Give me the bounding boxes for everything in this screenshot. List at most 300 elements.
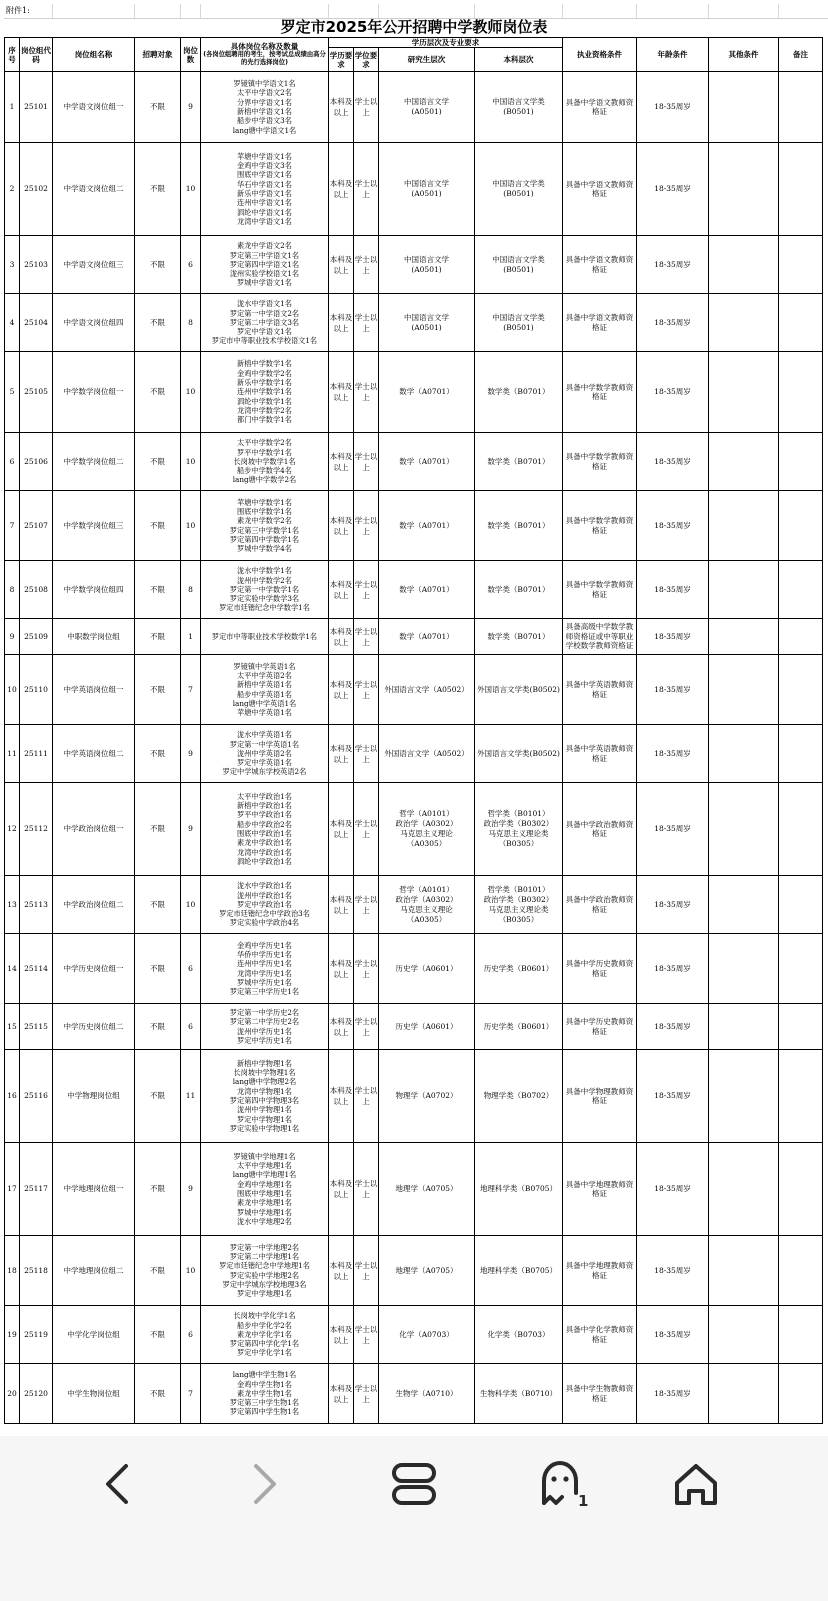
cell-group: 中学英语岗位组一: [53, 655, 135, 725]
cell-degree: 学士以上: [354, 876, 379, 934]
cell-cert: 具备中学数学教师资格证: [563, 352, 637, 433]
cell-posts-line: 罗定第四中学化学1名: [229, 1339, 300, 1349]
cell-posts-line: 龙湾中学政治1名: [237, 847, 292, 857]
cell-no: 3: [5, 236, 20, 294]
cell-count: 1: [181, 619, 201, 655]
cell-age: 18-35周岁: [637, 783, 709, 876]
cell-group: 中学物理岗位组: [53, 1050, 135, 1143]
cell-posts-line: 素龙中学政治1名: [237, 838, 292, 848]
cell-target: 不限: [135, 1050, 181, 1143]
cell-posts-line: 罗城中学语文1名: [237, 278, 292, 288]
cell-grad-line: 生物学（A0710）: [395, 1388, 458, 1398]
cell-other: [709, 561, 779, 619]
cell-remark: [779, 1364, 823, 1424]
cell-posts-line: 龙湾中学数学2名: [237, 405, 292, 415]
cell-posts: [201, 619, 329, 655]
cell-count: 10: [181, 491, 201, 561]
cell-age: 18-35周岁: [637, 725, 709, 783]
cell-grad-line: 地理学（A0705）: [395, 1184, 458, 1193]
cell-undergrad-line: 马克思主义理论类: [488, 904, 549, 914]
cell-grad-line: 哲学（A0101）: [399, 809, 454, 818]
tabs-button[interactable]: [374, 1454, 454, 1514]
cell-posts-line: 罗定中学城东学校英语2名: [222, 767, 307, 777]
cell-age: 18-35周岁: [637, 655, 709, 725]
cell-grad-line: 中国语言文学: [404, 312, 449, 322]
cell-other: [709, 294, 779, 352]
header-group: 岗位组名称: [53, 38, 135, 72]
cell-posts-line: 罗定第四中学生物1名: [229, 1407, 300, 1417]
cell-undergrad-line: 中国语言文学类: [492, 97, 545, 106]
cell-count: 9: [181, 783, 201, 876]
cell-edu: 本科及以上: [329, 876, 354, 934]
cell-grad-line: 历史学（A0601）: [395, 1021, 458, 1031]
table-row: [5, 783, 823, 876]
cell-target: 不限: [135, 491, 181, 561]
cell-posts-line: 泷水中学语文1名: [237, 299, 292, 309]
cell-grad-line: 外国语言文学（A0502）: [384, 748, 469, 758]
cell-group: 中学地理岗位组二: [53, 1236, 135, 1306]
cell-posts-line: 罗定市廷锴纪念中学数学1名: [219, 603, 310, 613]
cell-count: 6: [181, 934, 201, 1004]
cell-other: [709, 876, 779, 934]
cell-target: 不限: [135, 725, 181, 783]
cell-code: 25108: [20, 561, 53, 619]
cell-other: [709, 1050, 779, 1143]
cell-posts-line: 龙湾中学语文1名: [237, 216, 292, 226]
header-undergrad: 本科层次: [475, 48, 563, 72]
cell-edu: 本科及以上: [329, 1364, 354, 1424]
cell-posts-line: 围底中学数学1名: [237, 506, 292, 516]
cell-edu: 本科及以上: [329, 72, 354, 143]
cell-posts-line: 泷州中学数学2名: [237, 575, 292, 585]
back-button[interactable]: [78, 1454, 158, 1514]
cell-posts-line: 罗镜镇中学地理1名: [233, 1151, 296, 1161]
cell-posts-line: 泷州中学英语2名: [237, 748, 292, 758]
cell-remark: [779, 1236, 823, 1306]
cell-edu: 本科及以上: [329, 1236, 354, 1306]
cell-grad-line: (A0501): [411, 264, 442, 274]
cell-posts: [201, 433, 329, 491]
cell-count: 7: [181, 655, 201, 725]
cell-other: [709, 72, 779, 143]
cell-posts-line: 金鸡中学语文3名: [237, 161, 292, 171]
cell-other: [709, 433, 779, 491]
cell-posts-line: 罗城中学历史1名: [237, 977, 292, 987]
cell-posts-line: 围底中学地理1名: [237, 1189, 292, 1198]
cell-cert: 具备中学化学教师资格证: [563, 1306, 637, 1364]
cell-cert: 具备中学地理教师资格证: [563, 1236, 637, 1306]
cell-posts-line: 金鸡中学地理1名: [237, 1179, 292, 1189]
cell-code: 25117: [20, 1143, 53, 1236]
cell-posts-line: 素龙中学生物1名: [237, 1388, 292, 1398]
cell-grad: [379, 294, 475, 352]
cell-no: 13: [5, 876, 20, 934]
attachment-label-row: [4, 4, 828, 19]
cell-posts-line: 罗定市廷锴纪念中学政治3名: [219, 909, 310, 919]
cell-target: 不限: [135, 783, 181, 876]
cell-posts-line: 龙湾中学历史1名: [237, 968, 292, 978]
cell-posts-line: 船步中学数学4名: [237, 466, 292, 476]
cell-degree: 学士以上: [354, 561, 379, 619]
cell-grad: [379, 876, 475, 934]
cell-posts-line: 苹塘中学英语1名: [237, 708, 292, 718]
cell-posts-line: 罗城中学数学4名: [237, 544, 292, 554]
header-no: 序号: [5, 38, 20, 72]
cell-target: 不限: [135, 561, 181, 619]
cell-undergrad-line: 哲学类（B0101）: [487, 884, 550, 894]
cell-no: 6: [5, 433, 20, 491]
cell-undergrad: [475, 561, 563, 619]
cell-other: [709, 1143, 779, 1236]
table-row: [5, 1364, 823, 1424]
header-cert: 执业资格条件: [563, 38, 637, 72]
cell-other: [709, 1004, 779, 1050]
cell-degree: 学士以上: [354, 1143, 379, 1236]
cell-posts-line: 罗定第四中学语文1名: [229, 259, 300, 269]
cell-edu: 本科及以上: [329, 783, 354, 876]
cell-undergrad: [475, 294, 563, 352]
cell-grad: [379, 934, 475, 1004]
cell-target: 不限: [135, 934, 181, 1004]
cell-undergrad-line: (B0501): [503, 264, 534, 274]
header-edu-group: 学历层次及专业要求: [329, 38, 563, 48]
cell-no: 16: [5, 1050, 20, 1143]
cell-cert: 具备中学语文教师资格证: [563, 72, 637, 143]
cell-group: 中学地理岗位组一: [53, 1143, 135, 1236]
header-edu: 学历要求: [329, 48, 354, 72]
cell-edu: 本科及以上: [329, 491, 354, 561]
cell-no: 5: [5, 352, 20, 433]
cell-posts: [201, 1050, 329, 1143]
cell-posts-line: 长岗坡中学物理1名: [233, 1068, 296, 1078]
cell-cert: 具备中学历史教师资格证: [563, 1004, 637, 1050]
cell-posts: [201, 236, 329, 294]
cell-posts-line: 罗定实验中学政治4名: [229, 918, 300, 928]
cell-undergrad: [475, 143, 563, 236]
cell-undergrad-line: （B0305）: [498, 914, 539, 924]
table-row: [5, 1306, 823, 1364]
cell-posts-line: 泷水中学地理2名: [237, 1216, 292, 1226]
cell-undergrad-line: (B0501): [503, 322, 534, 332]
cell-posts-line: 太平中学英语2名: [237, 670, 292, 680]
cell-posts-line: 罗定中学英语1名: [237, 758, 292, 768]
header-remark: 备注: [779, 38, 823, 72]
cell-code: 25116: [20, 1050, 53, 1143]
cell-code: 25119: [20, 1306, 53, 1364]
cell-grad: [379, 1143, 475, 1236]
cell-posts-line: 罗定第二中学地理1名: [229, 1251, 300, 1261]
cell-undergrad-line: (B0501): [503, 107, 534, 116]
cell-posts-line: 罗定第三中学语文1名: [229, 250, 300, 260]
cell-posts-line: 新乐中学语文1名: [237, 189, 292, 198]
cell-code: 25114: [20, 934, 53, 1004]
cell-posts-line: 罗城中学地理1名: [237, 1207, 292, 1217]
cell-remark: [779, 783, 823, 876]
cell-posts-line: 金鸡中学生物1名: [237, 1379, 292, 1389]
cell-posts-line: 新乐中学数学1名: [237, 378, 292, 388]
table-row: [5, 236, 823, 294]
cell-undergrad: [475, 1004, 563, 1050]
table-row: [5, 72, 823, 143]
cell-grad: [379, 1050, 475, 1143]
cell-posts-line: 泷州中学历史1名: [237, 1026, 292, 1036]
cell-code: 25101: [20, 72, 53, 143]
header-other: 其他条件: [709, 38, 779, 72]
cell-cert: 具备高级中学数学教师资格证或中等职业学校数学教师资格证: [563, 619, 637, 655]
cell-grad-line: 中国语言文学: [404, 254, 449, 264]
cell-degree: 学士以上: [354, 1050, 379, 1143]
cell-posts-line: 苹塘中学数学1名: [237, 497, 292, 507]
cell-posts-line: 罗平中学政治1名: [237, 810, 292, 820]
cell-grad: [379, 236, 475, 294]
cell-edu: 本科及以上: [329, 1004, 354, 1050]
cell-posts-line: 金鸡中学数学2名: [237, 368, 292, 378]
document-title: 罗定市2025年公开招聘中学教师岗位表: [280, 18, 548, 36]
cell-edu: 本科及以上: [329, 561, 354, 619]
cell-count: 6: [181, 1004, 201, 1050]
cell-grad-line: 政治学（A0302）: [395, 894, 458, 904]
cell-cert: 具备中学英语教师资格证: [563, 655, 637, 725]
cell-posts-line: 太平中学语文2名: [237, 88, 292, 98]
cell-remark: [779, 561, 823, 619]
cell-age: 18-35周岁: [637, 491, 709, 561]
cell-code: 25103: [20, 236, 53, 294]
cell-posts-line: lang塘中学英语1名: [232, 698, 297, 708]
cell-edu: 本科及以上: [329, 1306, 354, 1364]
browser-navigation-bar: [0, 1436, 828, 1601]
cell-age: 18-35周岁: [637, 876, 709, 934]
cell-undergrad: [475, 433, 563, 491]
cell-count: 8: [181, 561, 201, 619]
cell-posts: [201, 561, 329, 619]
cell-age: 18-35周岁: [637, 1004, 709, 1050]
cell-age: 18-35周岁: [637, 72, 709, 143]
cell-grad: [379, 619, 475, 655]
cell-other: [709, 1306, 779, 1364]
cell-cert: 具备中学语文教师资格证: [563, 236, 637, 294]
cell-posts-line: 都门中学数学1名: [237, 415, 292, 425]
cell-posts-line: 素龙中学语文2名: [237, 241, 292, 251]
cell-posts: [201, 72, 329, 143]
cell-code: 25120: [20, 1364, 53, 1424]
cell-target: 不限: [135, 1306, 181, 1364]
cell-posts-line: 泷州中学政治1名: [237, 890, 292, 900]
forward-button[interactable]: [224, 1454, 304, 1514]
table-row: [5, 655, 823, 725]
cell-count: 7: [181, 1364, 201, 1424]
table-row: [5, 725, 823, 783]
cell-target: 不限: [135, 433, 181, 491]
cell-posts-line: 罗平中学数学1名: [237, 447, 292, 457]
cell-posts: [201, 1004, 329, 1050]
cell-posts-line: 新榕中学数学1名: [237, 359, 292, 369]
cell-posts: [201, 352, 329, 433]
cell-degree: 学士以上: [354, 934, 379, 1004]
cell-cert: 具备中学政治教师资格证: [563, 876, 637, 934]
cell-posts-line: 素龙中学地理1名: [237, 1198, 292, 1208]
cell-undergrad-line: 外国语言文学类(B0502): [477, 748, 560, 758]
cell-undergrad-line: 政治学类（B0302）: [483, 894, 554, 904]
cell-count: 8: [181, 294, 201, 352]
cell-posts-line: 罗定第四中学物理3名: [229, 1096, 300, 1105]
cell-posts-line: 泗纶中学语文1名: [237, 207, 292, 217]
cell-target: 不限: [135, 655, 181, 725]
cell-posts: [201, 1236, 329, 1306]
cell-grad-line: 历史学（A0601）: [395, 963, 458, 973]
cell-posts-line: 太平中学政治1名: [237, 791, 292, 801]
cell-other: [709, 1236, 779, 1306]
cell-posts-line: 罗镜镇中学语文1名: [233, 79, 296, 89]
cell-code: 25110: [20, 655, 53, 725]
cell-grad: [379, 1364, 475, 1424]
cell-posts-line: 连州中学数学1名: [237, 387, 292, 397]
cell-no: 20: [5, 1364, 20, 1424]
cell-edu: 本科及以上: [329, 655, 354, 725]
cell-undergrad-line: 数学类（B0701）: [487, 584, 550, 594]
assistant-button[interactable]: [522, 1454, 602, 1514]
cell-code: 25104: [20, 294, 53, 352]
cell-degree: 学士以上: [354, 491, 379, 561]
cell-undergrad-line: 中国语言文学类: [492, 254, 545, 264]
cell-undergrad-line: (B0501): [503, 189, 534, 198]
header-target: 招聘对象: [135, 38, 181, 72]
cell-grad: [379, 1004, 475, 1050]
table-row: [5, 352, 823, 433]
table-row: [5, 491, 823, 561]
cell-group: 中学生物岗位组: [53, 1364, 135, 1424]
cell-age: 18-35周岁: [637, 1364, 709, 1424]
cell-age: 18-35周岁: [637, 352, 709, 433]
table-row: [5, 143, 823, 236]
cell-no: 4: [5, 294, 20, 352]
cell-target: 不限: [135, 1364, 181, 1424]
cell-posts-line: 泷水中学英语1名: [237, 730, 292, 740]
cell-posts-line: 船步中学政治2名: [237, 819, 292, 829]
cell-undergrad: [475, 876, 563, 934]
cell-edu: 本科及以上: [329, 725, 354, 783]
cell-undergrad-line: 地理科学类（B0705）: [479, 1184, 558, 1193]
cell-grad-line: 数学（A0701）: [399, 631, 454, 641]
cell-group: 中学数学岗位组二: [53, 433, 135, 491]
cell-undergrad-line: 外国语言文学类(B0502): [477, 684, 560, 694]
cell-posts-line: 泗纶中学数学1名: [237, 396, 292, 406]
cell-degree: 学士以上: [354, 294, 379, 352]
cell-target: 不限: [135, 352, 181, 433]
cell-grad-line: 外国语言文学（A0502）: [384, 684, 469, 694]
cell-cert: 具备中学物理教师资格证: [563, 1050, 637, 1143]
cell-remark: [779, 876, 823, 934]
cell-count: 10: [181, 1236, 201, 1306]
cell-no: 10: [5, 655, 20, 725]
cell-posts-line: 长岗坡中学化学1名: [233, 1311, 296, 1321]
cell-no: 12: [5, 783, 20, 876]
cell-remark: [779, 1050, 823, 1143]
cell-posts-line: 新榕中学语文1名: [237, 107, 292, 116]
cell-posts-line: 围底中学政治1名: [237, 829, 292, 838]
cell-grad-line: 政治学（A0302）: [395, 819, 458, 828]
cell-count: 9: [181, 1143, 201, 1236]
ghost-assistant-icon: [536, 1459, 588, 1509]
cell-posts-line: 泷州中学物理1名: [237, 1105, 292, 1115]
cell-other: [709, 725, 779, 783]
cell-group: 中学数学岗位组一: [53, 352, 135, 433]
cell-grad: [379, 352, 475, 433]
table-row: [5, 433, 823, 491]
cell-no: 1: [5, 72, 20, 143]
cell-other: [709, 352, 779, 433]
cell-undergrad: [475, 491, 563, 561]
cell-grad: [379, 1236, 475, 1306]
header-code: 岗位组代码: [20, 38, 53, 72]
cell-count: 10: [181, 433, 201, 491]
cell-group: 中学语文岗位组四: [53, 294, 135, 352]
forward-arrow-icon: [244, 1460, 284, 1508]
cell-age: 18-35周岁: [637, 1306, 709, 1364]
header-count: 岗位数: [181, 38, 201, 72]
cell-target: 不限: [135, 236, 181, 294]
cell-posts-line: 罗定中学政治1名: [237, 899, 292, 909]
cell-posts-line: 围底中学语文1名: [237, 170, 292, 180]
cell-undergrad-line: 历史学类（B0601）: [483, 963, 554, 973]
cell-cert: 具备中学语文教师资格证: [563, 294, 637, 352]
cell-age: 18-35周岁: [637, 294, 709, 352]
cell-grad: [379, 143, 475, 236]
cell-cert: 具备中学数学教师资格证: [563, 561, 637, 619]
cell-posts-line: 分界中学语文1名: [237, 97, 292, 107]
header-posts-note: (各岗位组聘用的考生，按考试总成绩由高分的先行选择岗位): [203, 51, 326, 66]
cell-posts-line: 罗定第四中学数学1名: [229, 534, 300, 544]
cell-grad: [379, 561, 475, 619]
cell-posts-line: 船步中学语文3名: [237, 116, 292, 126]
cell-posts-line: 太平中学地理1名: [237, 1161, 292, 1171]
cell-posts-line: 罗定中学化学1名: [237, 1348, 292, 1358]
cell-cert: 具备中学数学教师资格证: [563, 433, 637, 491]
cell-grad-line: 数学（A0701）: [399, 520, 454, 530]
cell-grad-line: (A0501): [411, 322, 442, 332]
cell-posts-line: 罗定实验中学物理1名: [229, 1123, 300, 1133]
cell-remark: [779, 1306, 823, 1364]
cell-group: 中学语文岗位组三: [53, 236, 135, 294]
cell-target: 不限: [135, 1004, 181, 1050]
header-grad: 研究生层次: [379, 48, 475, 72]
cell-remark: [779, 655, 823, 725]
cell-other: [709, 934, 779, 1004]
cell-degree: 学士以上: [354, 619, 379, 655]
cell-grad-line: 化学（A0703）: [399, 1329, 454, 1339]
cell-degree: 学士以上: [354, 783, 379, 876]
cell-code: 25115: [20, 1004, 53, 1050]
cell-undergrad-line: 生物科学类（B0710）: [479, 1388, 558, 1398]
cell-edu: 本科及以上: [329, 1143, 354, 1236]
cell-other: [709, 655, 779, 725]
cell-undergrad-line: 地理科学类（B0705）: [479, 1265, 558, 1275]
home-button[interactable]: [656, 1454, 736, 1514]
cell-undergrad-line: （B0305）: [498, 839, 539, 848]
cell-grad: [379, 1306, 475, 1364]
cell-undergrad-line: 哲学类（B0101）: [487, 809, 550, 818]
cell-cert: 具备中学生物教师资格证: [563, 1364, 637, 1424]
cell-grad-line: (A0501): [411, 189, 442, 198]
cell-target: 不限: [135, 619, 181, 655]
cell-posts: [201, 1306, 329, 1364]
cell-other: [709, 783, 779, 876]
cell-age: 18-35周岁: [637, 1236, 709, 1306]
cell-posts-line: 罗定第一中学历史2名: [229, 1007, 300, 1017]
cell-age: 18-35周岁: [637, 1143, 709, 1236]
cell-grad-line: 物理学（A0702）: [395, 1091, 458, 1100]
cell-group: 中职数学岗位组: [53, 619, 135, 655]
cell-posts-line: 素龙中学数学2名: [237, 516, 292, 526]
